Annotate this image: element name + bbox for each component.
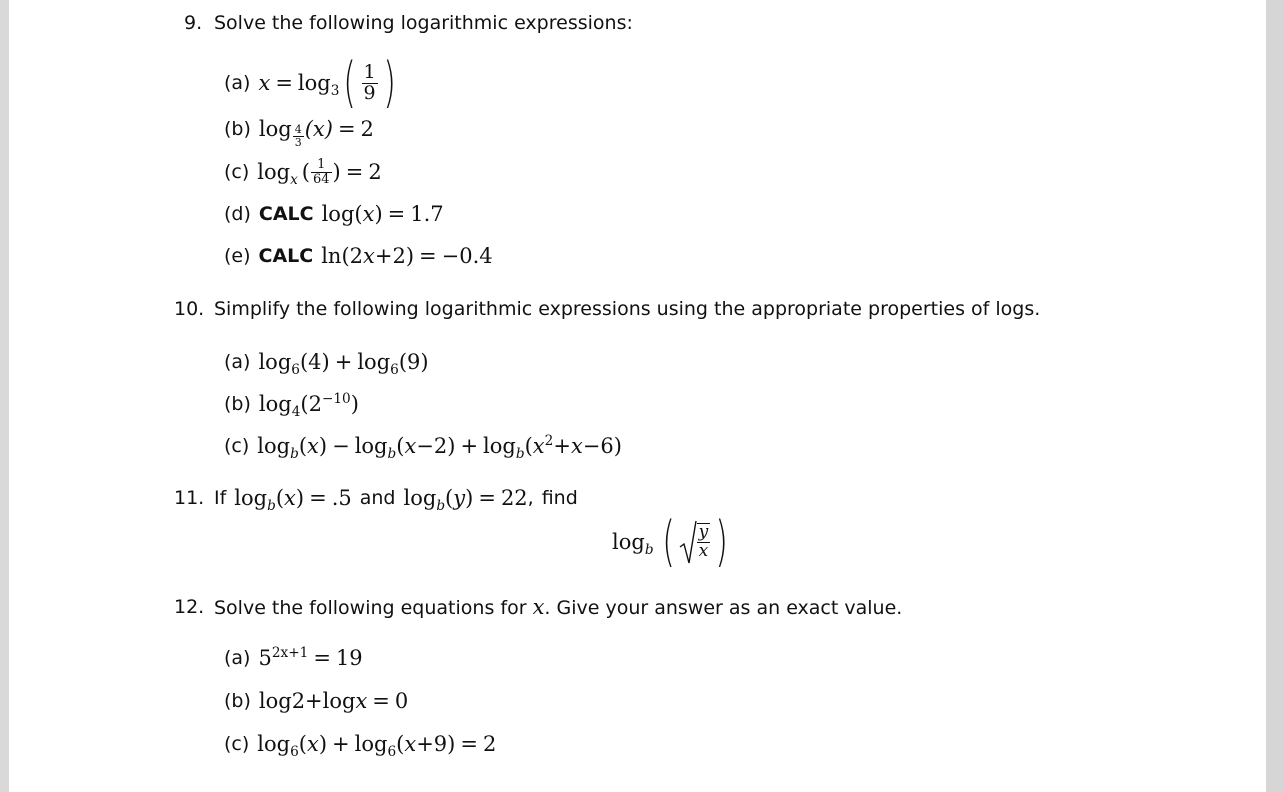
page-scrollbar-gutter[interactable] (1266, 0, 1284, 792)
math-rhs: 19 (335, 646, 363, 670)
math-op: = (275, 71, 293, 95)
part-label: (a) (224, 72, 251, 94)
math-rhs: .5 (331, 486, 352, 510)
math-log: $\log_4(2^{-10})$ (258, 391, 359, 421)
page-left-margin (0, 0, 9, 792)
calc-tag: CALC (258, 245, 314, 267)
fraction: $\frac{1}{9}$ (363, 60, 376, 104)
problem-9a (224, 51, 400, 114)
paren-close: ) (332, 160, 341, 184)
math-op: + (334, 350, 353, 374)
problem-statement: Simplify the following logarithmic expressions using the appropriate properties of logs. (214, 298, 1041, 320)
math-op: = (478, 486, 496, 510)
part-label: (b) (224, 690, 251, 712)
problem-12a (224, 643, 363, 673)
part-label: (b) (224, 118, 251, 140)
math-close: ) (374, 202, 383, 226)
problem-number: 10. (174, 298, 205, 320)
math-log: $\log_6(x+9)$ (354, 732, 456, 761)
problem-12b (224, 686, 408, 716)
calc-tag: CALC (258, 203, 314, 225)
paren-open: ( (661, 510, 675, 573)
math-op: = (345, 160, 364, 184)
math-log: $\log_b(y)$ (403, 486, 474, 515)
problem-statement: Solve the following logarithmic expressions: (214, 12, 633, 34)
part-label: (c) (224, 161, 250, 183)
math-arg: (x) (304, 117, 333, 141)
math-op: = (337, 117, 356, 141)
part-label: (d) (224, 203, 251, 225)
problem-10b (224, 389, 359, 419)
math-var: x (363, 244, 375, 268)
math-log: $\log_6(x)$ (257, 732, 328, 761)
math-rhs: 0 (394, 689, 409, 713)
part-label: (c) (224, 733, 250, 755)
math-rhs: 1.7 (410, 202, 444, 226)
math-log: $\log_6(9)$ (357, 350, 429, 379)
paren-close: ) (715, 510, 729, 573)
math-rhs: −0.4 (441, 244, 493, 268)
math-var: x (355, 689, 368, 713)
math-log: $\log_b$ (612, 530, 654, 559)
math-op: + (332, 732, 350, 756)
math-log: $\log_b(x-2)$ (354, 434, 456, 463)
math-log: log (258, 117, 292, 141)
sqrt-icon (679, 519, 697, 565)
paren-open: ( (301, 160, 310, 184)
math-var: x (258, 71, 271, 95)
math-log: $\log_3$ (297, 71, 340, 100)
math-expr: log2+log (258, 689, 356, 713)
math-log: $\log_b(x)$ (257, 434, 328, 463)
math-op: = (313, 646, 331, 670)
math-op: − (332, 434, 350, 458)
part-label: (a) (224, 647, 251, 669)
math-log: $\log_b(x)$ (234, 486, 305, 515)
math-power: $5^{2x+1}$ (258, 645, 309, 670)
math-rhs: 2 (368, 160, 382, 184)
problem-9d (224, 199, 444, 229)
math-log: $\log_x$ (257, 160, 298, 189)
document-page (9, 0, 1266, 792)
fraction: $\frac{1}{64}$ (313, 156, 330, 187)
problem-number: 9. (184, 12, 203, 34)
math-op: = (309, 486, 327, 510)
math-op: = (387, 202, 406, 226)
fraction-base: $\frac{4}{3}$ (294, 122, 302, 149)
problem-statement: If $\log_b(x)$ = .5 and $\log_b(y)$ = 22 , find (214, 486, 578, 515)
problem-12c (224, 729, 496, 759)
problem-9c (224, 157, 382, 187)
math-rhs: 22 (500, 486, 528, 510)
math-log: $\log_6(4)$ (258, 350, 330, 379)
problem-10c (224, 431, 622, 461)
paren-open: ( (343, 51, 357, 114)
problem-number: 11. (174, 487, 205, 509)
math-op: = (372, 689, 390, 713)
math-expr: ln(2 (321, 244, 364, 268)
math-rhs: 2 (360, 117, 374, 141)
part-label: (a) (224, 351, 251, 373)
part-label: (b) (224, 393, 251, 415)
math-op: = (419, 244, 437, 268)
part-label: (c) (224, 435, 250, 457)
display-equation (612, 512, 732, 572)
paren-close: ) (382, 51, 396, 114)
problem-9e (224, 241, 493, 271)
fraction: $\frac{y}{x}$ (698, 522, 709, 561)
math-op: + (460, 434, 479, 458)
problem-number: 12. (174, 596, 205, 618)
math-rhs: 2 (482, 732, 497, 756)
math-expr: log( (321, 202, 363, 226)
math-var: x (362, 202, 375, 226)
math-log: $\log_b(x^2+x-6)$ (483, 433, 622, 463)
problem-10a (224, 347, 429, 377)
problem-9b (224, 114, 374, 149)
math-tail: +2) (374, 244, 415, 268)
math-op: = (460, 732, 478, 756)
part-label: (e) (224, 245, 251, 267)
problem-statement: Solve the following equations for x. Give your answer as an exact value. (214, 595, 903, 619)
